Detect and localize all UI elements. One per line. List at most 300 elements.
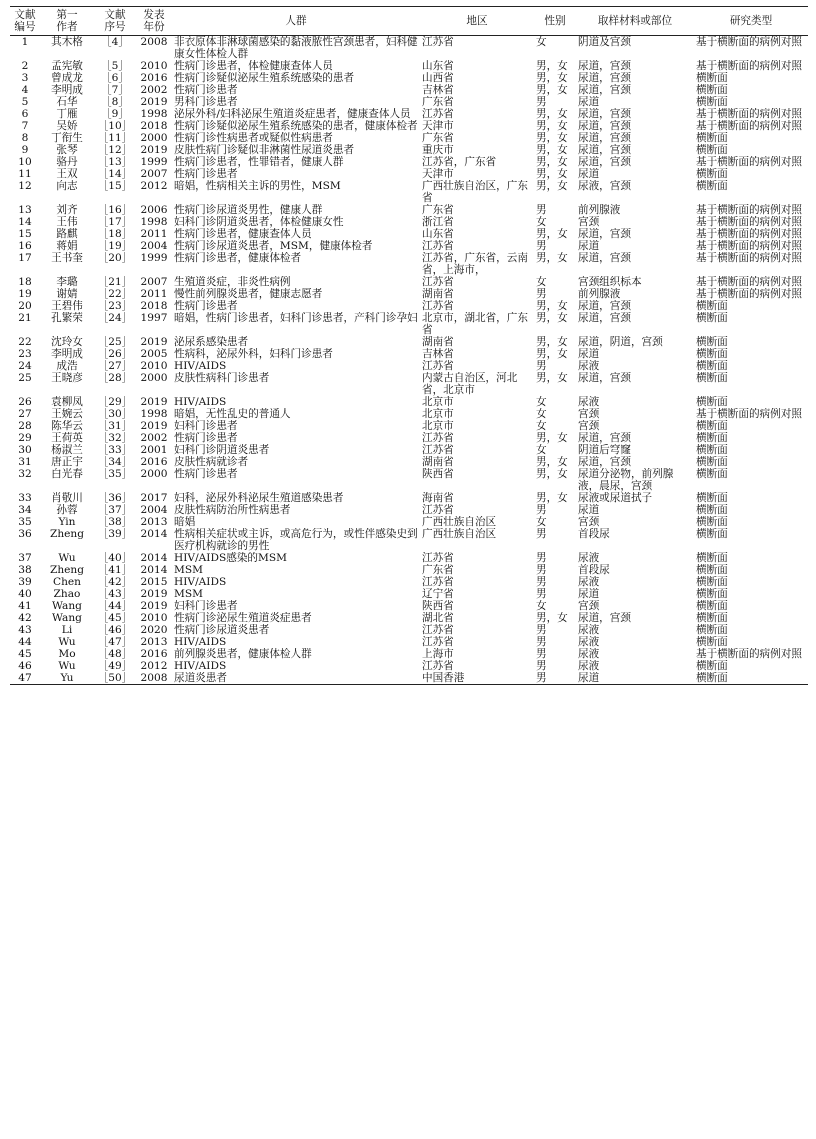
cell-population: 生殖道炎症，非炎性病例 bbox=[174, 276, 291, 288]
cell-design: 横断面 bbox=[696, 144, 728, 156]
cell-gender: 男，女 bbox=[536, 144, 568, 156]
cell-year: 2011 bbox=[140, 228, 168, 240]
cell-author: Wang bbox=[52, 600, 82, 612]
table-row bbox=[10, 156, 808, 168]
table-row bbox=[10, 432, 808, 444]
cell-gender: 女 bbox=[536, 216, 547, 228]
cell-author: 向志 bbox=[56, 180, 78, 192]
cell-sample: 宫颈 bbox=[578, 408, 600, 420]
cell-region: 江苏省，广东省 bbox=[422, 156, 497, 168]
cell-gender: 男 bbox=[536, 552, 547, 564]
cell-design: 基于横断面的病例对照 bbox=[696, 60, 802, 72]
cell-author: 孔繁荣 bbox=[51, 312, 83, 324]
cell-design: 基于横断面的病例对照 bbox=[696, 156, 802, 168]
table-row bbox=[10, 468, 808, 492]
cell-author: 谢婧 bbox=[56, 288, 78, 300]
cell-gender: 男 bbox=[536, 96, 547, 108]
cell-author: 张琴 bbox=[56, 144, 78, 156]
cell-year: 2007 bbox=[140, 168, 168, 180]
cell-year: 2016 bbox=[140, 648, 168, 660]
cell-gender: 男，女 bbox=[536, 312, 568, 324]
cell-design: 横断面 bbox=[696, 300, 728, 312]
cell-region: 广东省 bbox=[422, 564, 454, 576]
cell-gender: 男，女 bbox=[536, 156, 568, 168]
cell-sample: 尿道，宫颈 bbox=[578, 156, 631, 168]
cell-region: 江苏省 bbox=[422, 240, 454, 252]
cell-gender: 男，女 bbox=[536, 492, 568, 504]
cell-author: Chen bbox=[52, 576, 82, 588]
cell-design: 横断面 bbox=[696, 72, 728, 84]
cell-year: 1998 bbox=[140, 108, 168, 120]
cell-population: HIV/AIDS bbox=[174, 576, 227, 588]
cell-population: 性病科，泌尿外科，妇科门诊患者 bbox=[174, 348, 333, 360]
cell-ref: ［31］ bbox=[97, 420, 133, 432]
cell-author: 肖敬川 bbox=[51, 492, 83, 504]
cell-gender: 男，女 bbox=[536, 348, 568, 360]
cell-gender: 男 bbox=[536, 624, 547, 636]
cell-gender: 男，女 bbox=[536, 456, 568, 468]
cell-population: 男科门诊患者 bbox=[174, 96, 238, 108]
cell-sample: 首段尿 bbox=[578, 564, 610, 576]
cell-design: 横断面 bbox=[696, 612, 728, 624]
cell-region: 湖南省 bbox=[422, 456, 454, 468]
table-row bbox=[10, 60, 808, 72]
cell-ref: ［41］ bbox=[97, 564, 133, 576]
table-row bbox=[10, 132, 808, 144]
cell-no: 3 bbox=[21, 72, 29, 84]
cell-year: 2013 bbox=[140, 516, 168, 528]
cell-year: 1999 bbox=[140, 252, 168, 264]
cell-region: 天津市 bbox=[422, 120, 454, 132]
cell-author: Wu bbox=[58, 660, 76, 672]
table-row bbox=[10, 408, 808, 420]
cell-sample: 尿道，阴道，宫颈 bbox=[578, 336, 663, 348]
cell-region: 江苏省 bbox=[422, 576, 454, 588]
cell-year: 2007 bbox=[140, 276, 168, 288]
cell-gender: 男，女 bbox=[536, 432, 568, 444]
cell-region: 江苏省 bbox=[422, 360, 454, 372]
cell-sample: 尿道，宫颈 bbox=[578, 612, 631, 624]
cell-ref: ［17］ bbox=[97, 216, 133, 228]
cell-design: 基于横断面的病例对照 bbox=[696, 648, 802, 660]
cell-gender: 女 bbox=[536, 36, 547, 48]
cell-region: 江苏省 bbox=[422, 552, 454, 564]
cell-region: 北京市 bbox=[422, 408, 454, 420]
cell-ref: ［9］ bbox=[101, 108, 129, 120]
cell-population: 泌尿外科/妇科泌尿生殖道炎症患者，健康查体人员 bbox=[174, 108, 411, 120]
header-gender: 性别 bbox=[544, 15, 566, 27]
cell-no: 45 bbox=[18, 648, 32, 660]
cell-year: 2016 bbox=[140, 72, 168, 84]
cell-sample: 阴道及宫颈 bbox=[578, 36, 631, 48]
cell-ref: ［25］ bbox=[97, 336, 133, 348]
cell-gender: 男，女 bbox=[536, 612, 568, 624]
cell-region: 北京市，湖北省，广东省 bbox=[422, 312, 528, 336]
cell-population: 妇科门诊患者 bbox=[174, 600, 238, 612]
cell-ref: ［20］ bbox=[97, 252, 133, 264]
cell-population: 暗娼，性病相关主诉的男性，MSM bbox=[174, 180, 341, 192]
header-author: 第一 作者 bbox=[56, 9, 78, 33]
cell-no: 24 bbox=[18, 360, 32, 372]
cell-sample: 尿道 bbox=[578, 168, 600, 180]
cell-year: 2004 bbox=[140, 504, 168, 516]
cell-author: 唐正宇 bbox=[51, 456, 83, 468]
cell-ref: ［29］ bbox=[97, 396, 133, 408]
cell-population: HIV/AIDS bbox=[174, 396, 227, 408]
cell-gender: 男 bbox=[536, 672, 547, 684]
cell-population: 性病门诊性病患者或疑似性病患者 bbox=[174, 132, 333, 144]
cell-no: 35 bbox=[18, 516, 32, 528]
cell-sample: 尿液 bbox=[578, 360, 600, 372]
cell-sample: 尿液 bbox=[578, 576, 600, 588]
cell-gender: 男 bbox=[536, 240, 547, 252]
cell-ref: ［24］ bbox=[97, 312, 133, 324]
cell-no: 29 bbox=[18, 432, 32, 444]
cell-gender: 女 bbox=[536, 396, 547, 408]
cell-author: Zheng bbox=[49, 564, 85, 576]
cell-gender: 男，女 bbox=[536, 132, 568, 144]
cell-region: 吉林省 bbox=[422, 348, 454, 360]
cell-sample: 尿道，宫颈 bbox=[578, 60, 631, 72]
cell-no: 27 bbox=[18, 408, 32, 420]
cell-sample: 宫颈 bbox=[578, 216, 600, 228]
cell-design: 横断面 bbox=[696, 552, 728, 564]
cell-population: HIV/AIDS感染的MSM bbox=[174, 552, 287, 564]
cell-year: 2019 bbox=[140, 420, 168, 432]
cell-region: 山东省 bbox=[422, 228, 454, 240]
cell-no: 33 bbox=[18, 492, 32, 504]
cell-year: 2016 bbox=[140, 456, 168, 468]
cell-author: 李明成 bbox=[51, 348, 83, 360]
cell-sample: 尿道，宫颈 bbox=[578, 72, 631, 84]
cell-population: HIV/AIDS bbox=[174, 360, 227, 372]
cell-ref: ［27］ bbox=[97, 360, 133, 372]
cell-author: 王双 bbox=[56, 168, 78, 180]
cell-author: Yin bbox=[58, 516, 76, 528]
cell-design: 横断面 bbox=[696, 492, 728, 504]
cell-design: 基于横断面的病例对照 bbox=[696, 276, 802, 288]
cell-author: 蒋娟 bbox=[56, 240, 78, 252]
cell-sample: 尿道，宫颈 bbox=[578, 84, 631, 96]
cell-gender: 男，女 bbox=[536, 468, 568, 480]
table-row bbox=[10, 288, 808, 300]
cell-author: 其木格 bbox=[51, 36, 83, 48]
table-row bbox=[10, 252, 808, 276]
cell-year: 2005 bbox=[140, 348, 168, 360]
cell-gender: 男，女 bbox=[536, 372, 568, 384]
cell-design: 横断面 bbox=[696, 516, 728, 528]
cell-no: 2 bbox=[21, 60, 29, 72]
cell-ref: ［5］ bbox=[101, 60, 129, 72]
cell-sample: 尿液 bbox=[578, 648, 600, 660]
cell-gender: 女 bbox=[536, 420, 547, 432]
header-population: 人群 bbox=[285, 15, 307, 27]
cell-region: 陕西省 bbox=[422, 600, 454, 612]
table-row bbox=[10, 72, 808, 84]
cell-design: 基于横断面的病例对照 bbox=[696, 204, 802, 216]
cell-gender: 女 bbox=[536, 600, 547, 612]
cell-sample: 尿道，宫颈 bbox=[578, 108, 631, 120]
table-row bbox=[10, 612, 808, 624]
cell-region: 江苏省 bbox=[422, 36, 454, 48]
cell-region: 江苏省 bbox=[422, 504, 454, 516]
cell-sample: 尿道，宫颈 bbox=[578, 372, 631, 384]
cell-author: 白光春 bbox=[51, 468, 83, 480]
cell-ref: ［40］ bbox=[97, 552, 133, 564]
table-row bbox=[10, 600, 808, 612]
cell-author: 孟宪敏 bbox=[51, 60, 83, 72]
cell-no: 23 bbox=[18, 348, 32, 360]
cell-year: 2010 bbox=[140, 60, 168, 72]
cell-author: 孙蓉 bbox=[56, 504, 78, 516]
cell-no: 47 bbox=[18, 672, 32, 684]
cell-sample: 前列腺液 bbox=[578, 204, 621, 216]
cell-ref: ［16］ bbox=[97, 204, 133, 216]
cell-design: 基于横断面的病例对照 bbox=[696, 240, 802, 252]
cell-design: 横断面 bbox=[696, 624, 728, 636]
cell-sample: 尿道，宫颈 bbox=[578, 312, 631, 324]
cell-population: 妇科门诊阴道炎患者 bbox=[174, 444, 270, 456]
cell-year: 2017 bbox=[140, 492, 168, 504]
cell-region: 江苏省 bbox=[422, 432, 454, 444]
cell-design: 基于横断面的病例对照 bbox=[696, 36, 802, 48]
cell-region: 江苏省 bbox=[422, 624, 454, 636]
cell-population: 性病门诊患者，健康体检者 bbox=[174, 252, 302, 264]
cell-ref: ［23］ bbox=[97, 300, 133, 312]
table-row bbox=[10, 648, 808, 660]
cell-no: 46 bbox=[18, 660, 32, 672]
table-row bbox=[10, 420, 808, 432]
cell-sample: 尿道，宫颈 bbox=[578, 252, 631, 264]
cell-population: 暗娼 bbox=[174, 516, 196, 528]
cell-design: 横断面 bbox=[696, 372, 728, 384]
table-row bbox=[10, 276, 808, 288]
cell-author: 王碧伟 bbox=[51, 300, 83, 312]
cell-author: 曾成龙 bbox=[51, 72, 83, 84]
table-row bbox=[10, 240, 808, 252]
cell-author: 陈华云 bbox=[51, 420, 83, 432]
cell-region: 内蒙古自治区，河北省，北京市 bbox=[422, 372, 518, 396]
cell-gender: 男 bbox=[536, 660, 547, 672]
cell-population: 性病门诊患者 bbox=[174, 432, 238, 444]
cell-region: 江苏省 bbox=[422, 276, 454, 288]
cell-sample: 尿液或尿道拭子 bbox=[578, 492, 653, 504]
cell-population: HIV/AIDS bbox=[174, 636, 227, 648]
cell-year: 2010 bbox=[140, 612, 168, 624]
cell-population: 性病门诊疑似泌尿生殖系统感染的患者，健康体检者 bbox=[174, 120, 418, 132]
cell-region: 陕西省 bbox=[422, 468, 454, 480]
cell-sample: 尿道，宫颈 bbox=[578, 120, 631, 132]
cell-gender: 男 bbox=[536, 288, 547, 300]
cell-sample: 宫颈 bbox=[578, 600, 600, 612]
cell-sample: 阴道后穹窿 bbox=[578, 444, 631, 456]
cell-population: HIV/AIDS bbox=[174, 660, 227, 672]
cell-no: 26 bbox=[18, 396, 32, 408]
cell-design: 基于横断面的病例对照 bbox=[696, 288, 802, 300]
cell-design: 横断面 bbox=[696, 576, 728, 588]
cell-gender: 男 bbox=[536, 360, 547, 372]
cell-region: 海南省 bbox=[422, 492, 454, 504]
cell-design: 横断面 bbox=[696, 312, 728, 324]
cell-no: 43 bbox=[18, 624, 32, 636]
cell-region: 北京市 bbox=[422, 396, 454, 408]
cell-year: 2008 bbox=[140, 36, 168, 48]
table-row bbox=[10, 576, 808, 588]
cell-design: 横断面 bbox=[696, 564, 728, 576]
table-row bbox=[10, 360, 808, 372]
cell-no: 38 bbox=[18, 564, 32, 576]
cell-year: 2019 bbox=[140, 96, 168, 108]
cell-region: 重庆市 bbox=[422, 144, 454, 156]
cell-no: 16 bbox=[18, 240, 32, 252]
cell-region: 广东省 bbox=[422, 96, 454, 108]
cell-author: Wu bbox=[58, 552, 76, 564]
cell-gender: 男，女 bbox=[536, 300, 568, 312]
cell-sample: 尿液，宫颈 bbox=[578, 180, 631, 192]
cell-gender: 男，女 bbox=[536, 336, 568, 348]
cell-region: 北京市 bbox=[422, 420, 454, 432]
cell-year: 2013 bbox=[140, 636, 168, 648]
cell-ref: ［36］ bbox=[97, 492, 133, 504]
cell-no: 37 bbox=[18, 552, 32, 564]
cell-design: 横断面 bbox=[696, 168, 728, 180]
cell-no: 22 bbox=[18, 336, 32, 348]
cell-sample: 宫颈 bbox=[578, 516, 600, 528]
header-design: 研究类型 bbox=[729, 15, 773, 27]
cell-ref: ［39］ bbox=[97, 528, 133, 540]
cell-ref: ［28］ bbox=[97, 372, 133, 384]
cell-author: 袁柳凤 bbox=[51, 396, 83, 408]
cell-year: 2012 bbox=[140, 180, 168, 192]
cell-no: 36 bbox=[18, 528, 32, 540]
cell-ref: ［6］ bbox=[101, 72, 129, 84]
cell-no: 30 bbox=[18, 444, 32, 456]
cell-region: 辽宁省 bbox=[422, 588, 454, 600]
cell-sample: 尿道，宫颈 bbox=[578, 132, 631, 144]
cell-population: 性病门诊尿道炎患者 bbox=[174, 624, 270, 636]
cell-population: 妇科门诊阴道炎患者，体检健康女性 bbox=[174, 216, 344, 228]
cell-gender: 男 bbox=[536, 588, 547, 600]
cell-no: 15 bbox=[18, 228, 32, 240]
table-row bbox=[10, 516, 808, 528]
cell-design: 基于横断面的病例对照 bbox=[696, 252, 802, 264]
cell-no: 7 bbox=[21, 120, 29, 132]
cell-author: 路麒 bbox=[56, 228, 78, 240]
cell-gender: 男，女 bbox=[536, 252, 568, 264]
cell-design: 基于横断面的病例对照 bbox=[696, 108, 802, 120]
cell-year: 2002 bbox=[140, 432, 168, 444]
table-row bbox=[10, 300, 808, 312]
cell-author: 丁衔生 bbox=[51, 132, 83, 144]
cell-sample: 尿道分泌物，前列腺液，晨尿，宫颈 bbox=[578, 468, 674, 492]
cell-gender: 男 bbox=[536, 204, 547, 216]
header-sample: 取样材料或部位 bbox=[597, 15, 673, 27]
cell-population: 性病门诊患者 bbox=[174, 468, 238, 480]
cell-population: 前列腺炎患者，健康体检人群 bbox=[174, 648, 312, 660]
cell-author: Wu bbox=[58, 636, 76, 648]
cell-region: 广东省 bbox=[422, 204, 454, 216]
cell-sample: 前列腺液 bbox=[578, 288, 621, 300]
cell-sample: 尿道 bbox=[578, 96, 600, 108]
cell-population: 性病门诊患者，健康查体人员 bbox=[174, 228, 312, 240]
cell-population: 妇科门诊患者 bbox=[174, 420, 238, 432]
cell-region: 山西省 bbox=[422, 72, 454, 84]
cell-year: 2019 bbox=[140, 396, 168, 408]
cell-gender: 男，女 bbox=[536, 84, 568, 96]
header-region: 地区 bbox=[466, 15, 488, 27]
table-row bbox=[10, 180, 808, 204]
cell-year: 2014 bbox=[140, 564, 168, 576]
cell-sample: 尿道 bbox=[578, 348, 600, 360]
cell-year: 1999 bbox=[140, 156, 168, 168]
cell-design: 横断面 bbox=[696, 672, 728, 684]
cell-ref: ［38］ bbox=[97, 516, 133, 528]
cell-author: 吴娇 bbox=[56, 120, 78, 132]
cell-author: 李明成 bbox=[51, 84, 83, 96]
table-row bbox=[10, 624, 808, 636]
cell-region: 上海市 bbox=[422, 648, 454, 660]
table-row bbox=[10, 504, 808, 516]
table-row bbox=[10, 528, 808, 552]
cell-region: 江苏省 bbox=[422, 300, 454, 312]
cell-no: 28 bbox=[18, 420, 32, 432]
cell-sample: 尿液 bbox=[578, 660, 600, 672]
cell-design: 横断面 bbox=[696, 444, 728, 456]
cell-no: 4 bbox=[21, 84, 29, 96]
cell-ref: ［47］ bbox=[97, 636, 133, 648]
cell-year: 2011 bbox=[140, 288, 168, 300]
cell-population: 性病门诊患者 bbox=[174, 84, 238, 96]
cell-ref: ［45］ bbox=[97, 612, 133, 624]
cell-ref: ［8］ bbox=[101, 96, 129, 108]
cell-ref: ［11］ bbox=[97, 132, 133, 144]
cell-no: 6 bbox=[21, 108, 29, 120]
cell-sample: 尿道，宫颈 bbox=[578, 432, 631, 444]
cell-ref: ［37］ bbox=[97, 504, 133, 516]
cell-sample: 尿道，宫颈 bbox=[578, 144, 631, 156]
cell-design: 横断面 bbox=[696, 468, 728, 480]
cell-author: 李璐 bbox=[56, 276, 78, 288]
cell-design: 基于横断面的病例对照 bbox=[696, 216, 802, 228]
table-row bbox=[10, 228, 808, 240]
cell-region: 江苏省 bbox=[422, 636, 454, 648]
table-row bbox=[10, 120, 808, 132]
cell-region: 江苏省 bbox=[422, 660, 454, 672]
cell-ref: ［21］ bbox=[97, 276, 133, 288]
cell-region: 吉林省 bbox=[422, 84, 454, 96]
table-row bbox=[10, 168, 808, 180]
table-row bbox=[10, 204, 808, 216]
header-ref: 文献 序号 bbox=[104, 9, 126, 33]
cell-ref: ［34］ bbox=[97, 456, 133, 468]
cell-author: 丁雁 bbox=[56, 108, 78, 120]
table-row bbox=[10, 588, 808, 600]
cell-year: 2002 bbox=[140, 84, 168, 96]
cell-region: 湖南省 bbox=[422, 336, 454, 348]
cell-population: 性病门诊患者，体检健康查体人员 bbox=[174, 60, 333, 72]
cell-design: 横断面 bbox=[696, 660, 728, 672]
table-header-row bbox=[10, 7, 808, 36]
table-row bbox=[10, 108, 808, 120]
cell-design: 横断面 bbox=[696, 132, 728, 144]
cell-ref: ［10］ bbox=[97, 120, 133, 132]
cell-design: 基于横断面的病例对照 bbox=[696, 120, 802, 132]
cell-ref: ［12］ bbox=[97, 144, 133, 156]
cell-design: 横断面 bbox=[696, 180, 728, 192]
cell-author: Li bbox=[61, 624, 73, 636]
cell-year: 1997 bbox=[140, 312, 168, 324]
table-row bbox=[10, 552, 808, 564]
